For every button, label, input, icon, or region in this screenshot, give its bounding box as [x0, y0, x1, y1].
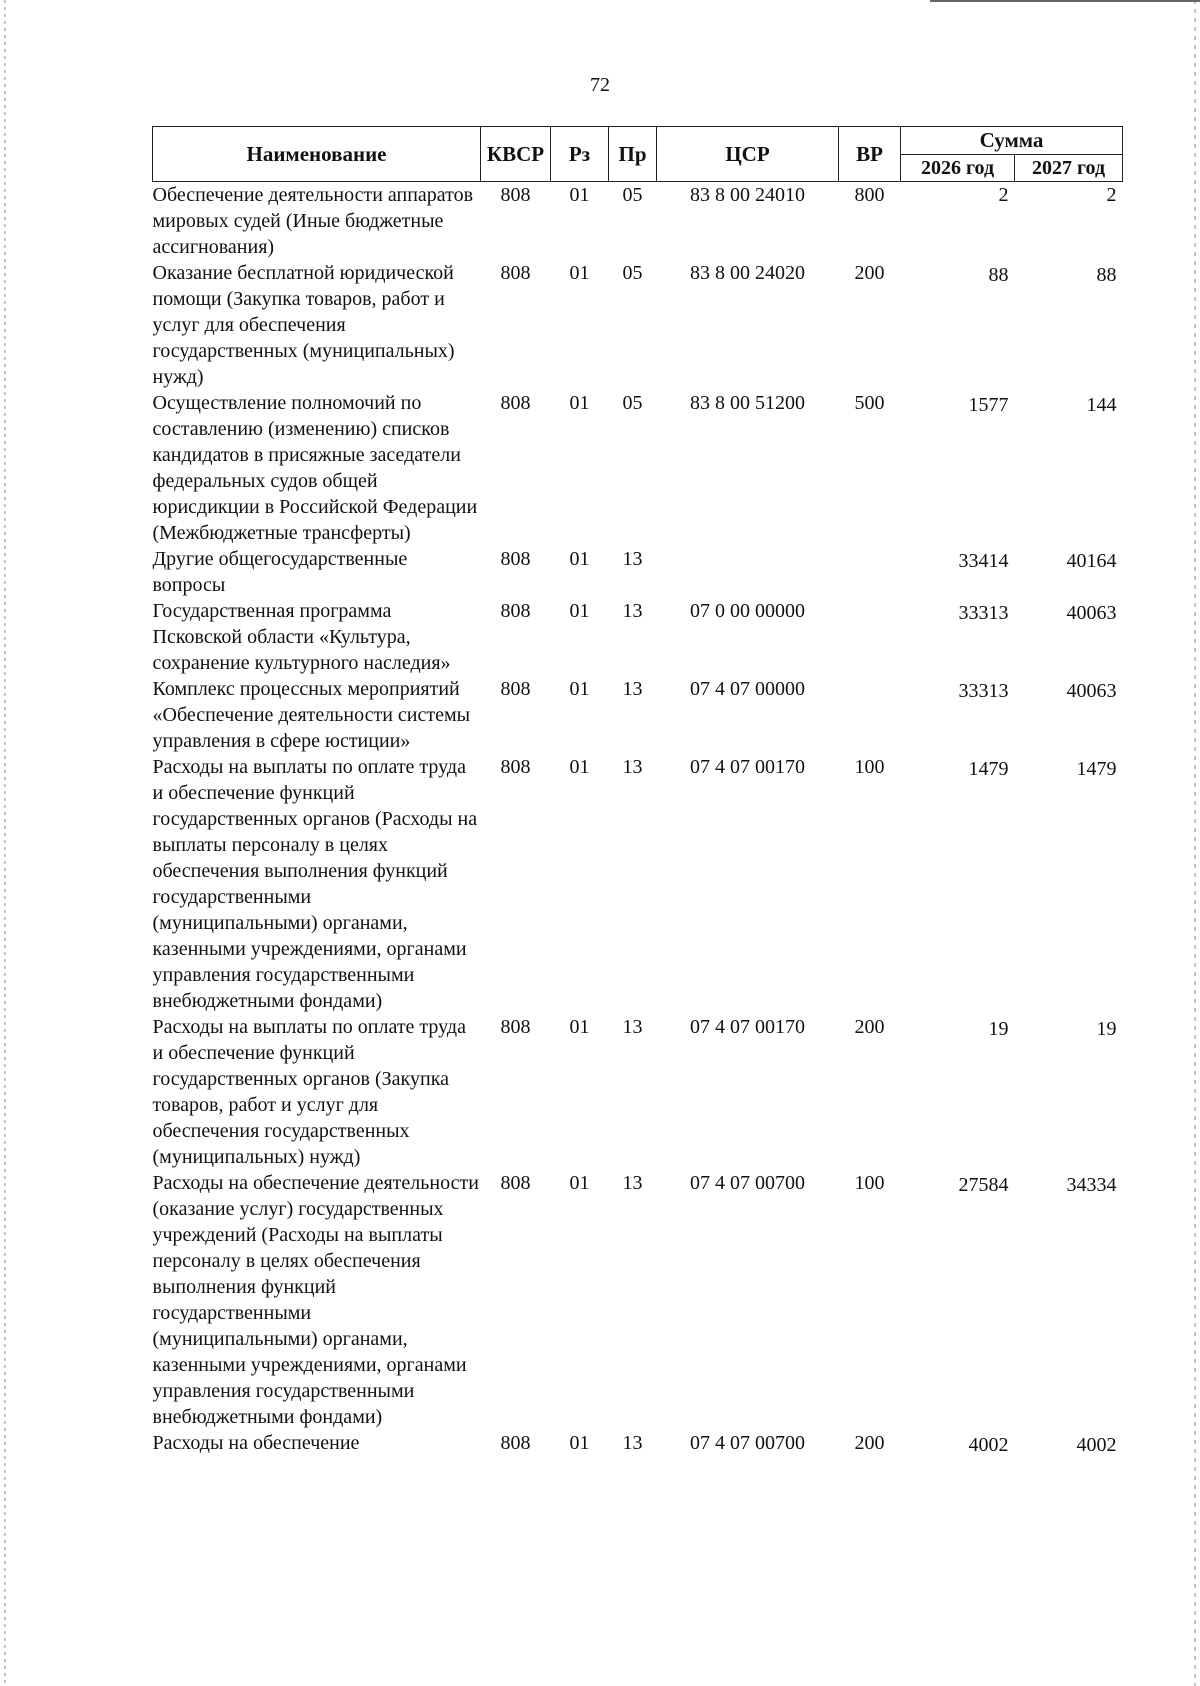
cell-pr: 13 — [622, 678, 643, 700]
cell-sum-2027: 34334 — [1066, 1174, 1117, 1196]
table-body — [153, 182, 1123, 1459]
header-year-2027: 2027 год — [1015, 154, 1123, 182]
cell-sum-2027: 19 — [1096, 1018, 1117, 1040]
cell-rz: 01 — [569, 756, 590, 778]
table-row — [153, 260, 1123, 390]
cell-pr: 05 — [622, 184, 643, 206]
cell-vr: 800 — [854, 184, 885, 206]
cell-sum-2027: 40063 — [1066, 680, 1117, 702]
cell-sum-2026: 33313 — [958, 680, 1009, 702]
cell-name: Комплекс процессных мероприятий «Обеспечение деятельности системы управления в сфере юстиции» — [152, 678, 471, 752]
cell-rz: 01 — [569, 1172, 590, 1194]
cell-csr: 07 4 07 00170 — [690, 1016, 805, 1038]
cell-sum-2026: 27584 — [958, 1174, 1009, 1196]
cell-sum-2026: 33414 — [958, 550, 1009, 572]
header-sum: Сумма — [901, 127, 1123, 155]
cell-sum-2026: 4002 — [968, 1434, 1009, 1456]
cell-sum-2026: 88 — [988, 264, 1009, 286]
cell-sum-2026: 1479 — [968, 758, 1009, 780]
scan-left-edge — [4, 0, 6, 1686]
cell-rz: 01 — [569, 600, 590, 622]
header-pr: Пр — [609, 127, 657, 182]
cell-csr: 07 4 07 00700 — [690, 1172, 805, 1194]
cell-sum-2027: 1479 — [1076, 758, 1117, 780]
cell-name: Другие общегосударственные вопросы — [152, 548, 408, 596]
cell-vr — [839, 676, 901, 754]
cell-vr: 100 — [854, 1172, 885, 1194]
cell-vr — [839, 598, 901, 676]
table-row — [153, 676, 1123, 754]
cell-rz: 01 — [569, 1432, 590, 1454]
cell-rz: 01 — [569, 392, 590, 414]
cell-kvsr: 808 — [500, 184, 531, 206]
cell-kvsr: 808 — [500, 1432, 531, 1454]
cell-kvsr: 808 — [500, 756, 531, 778]
cell-vr: 200 — [854, 1016, 885, 1038]
cell-csr: 07 4 07 00170 — [690, 756, 805, 778]
cell-pr: 13 — [622, 600, 643, 622]
cell-name: Государственная программа Псковской области «Культура, сохранение культурного наследия» — [152, 600, 451, 674]
cell-kvsr: 808 — [500, 678, 531, 700]
header-rz: Рз — [551, 127, 609, 182]
cell-sum-2027: 40063 — [1066, 602, 1117, 624]
cell-csr: 83 8 00 24010 — [690, 184, 805, 206]
cell-kvsr: 808 — [500, 392, 531, 414]
cell-pr: 13 — [622, 548, 643, 570]
table-row — [153, 546, 1123, 598]
cell-pr: 05 — [622, 392, 643, 414]
cell-rz: 01 — [569, 548, 590, 570]
cell-name: Расходы на обеспечение — [152, 1432, 360, 1454]
budget-table — [152, 126, 1123, 1458]
cell-csr — [657, 546, 839, 598]
cell-csr: 07 0 00 00000 — [690, 600, 805, 622]
cell-pr: 13 — [622, 756, 643, 778]
cell-pr: 13 — [622, 1016, 643, 1038]
cell-rz: 01 — [569, 678, 590, 700]
cell-sum-2026: 1577 — [968, 394, 1009, 416]
cell-sum-2026: 2 — [998, 184, 1009, 206]
cell-csr: 83 8 00 24020 — [690, 262, 805, 284]
cell-csr: 07 4 07 00700 — [690, 1432, 805, 1454]
scan-top-edge — [930, 0, 1200, 2]
cell-vr: 200 — [854, 262, 885, 284]
table-row — [153, 754, 1123, 1014]
cell-kvsr: 808 — [500, 1016, 531, 1038]
cell-sum-2027: 4002 — [1076, 1434, 1117, 1456]
cell-kvsr: 808 — [500, 548, 531, 570]
cell-kvsr: 808 — [500, 1172, 531, 1194]
header-csr: ЦСР — [657, 127, 839, 182]
table-row — [153, 390, 1123, 546]
cell-name: Расходы на выплаты по оплате труда и обеспечение функций государственных органов (Закупка товаров, работ и услуг для обеспечения государственных (муниципальных) нужд) — [152, 1016, 466, 1168]
cell-vr — [839, 546, 901, 598]
header-name: Наименование — [153, 127, 481, 182]
cell-name: Обеспечение деятельности аппаратов мировых судей (Иные бюджетные ассигнования) — [152, 184, 474, 258]
cell-sum-2027: 88 — [1096, 264, 1117, 286]
cell-vr: 200 — [854, 1432, 885, 1454]
table-row — [153, 182, 1123, 261]
cell-pr: 13 — [622, 1432, 643, 1454]
cell-vr: 500 — [854, 392, 885, 414]
cell-kvsr: 808 — [500, 262, 531, 284]
cell-name: Осуществление полномочий по составлению (изменению) списков кандидатов в присяжные заседатели федеральных судов общей юрисдикции в Российской Федерации (Межбюджетные трансферты) — [152, 392, 478, 544]
page-number: 72 — [590, 74, 610, 96]
cell-csr: 83 8 00 51200 — [690, 392, 805, 414]
cell-sum-2027: 2 — [1106, 184, 1117, 206]
cell-sum-2027: 144 — [1086, 394, 1117, 416]
cell-sum-2026: 19 — [988, 1018, 1009, 1040]
cell-sum-2026: 33313 — [958, 602, 1009, 624]
header-vr: ВР — [839, 127, 901, 182]
cell-vr: 100 — [854, 756, 885, 778]
table-row — [153, 598, 1123, 676]
cell-name: Расходы на обеспечение деятельности (оказание услуг) государственных учреждений (Расходы на выплаты персоналу в целях обеспечения выполнения функций государственными (муниципальными) органами, казенными учреждениями, органами управления государственными внебюджетными фондами) — [152, 1172, 479, 1428]
table-row — [153, 1430, 1123, 1458]
cell-csr: 07 4 07 00000 — [690, 678, 805, 700]
header-kvsr: КВСР — [481, 127, 551, 182]
table-row — [153, 1014, 1123, 1170]
cell-rz: 01 — [569, 262, 590, 284]
cell-name: Расходы на выплаты по оплате труда и обеспечение функций государственных органов (Расходы на выплаты персоналу в целях обеспечения выполнения функций государственными (муниципальными) органами, казенными учреждениями, органами управления государственными внебюджетными фондами) — [152, 756, 478, 1012]
cell-pr: 13 — [622, 1172, 643, 1194]
cell-sum-2027: 40164 — [1066, 550, 1117, 572]
cell-pr: 05 — [622, 262, 643, 284]
cell-name: Оказание бесплатной юридической помощи (Закупка товаров, работ и услуг для обеспечения государственных (муниципальных) нужд) — [152, 262, 455, 388]
table-row — [153, 1170, 1123, 1430]
cell-rz: 01 — [569, 184, 590, 206]
cell-kvsr: 808 — [500, 600, 531, 622]
scan-right-edge — [1194, 0, 1196, 1686]
cell-rz: 01 — [569, 1016, 590, 1038]
table-header — [153, 127, 1123, 182]
header-year-2026: 2026 год — [901, 154, 1015, 182]
